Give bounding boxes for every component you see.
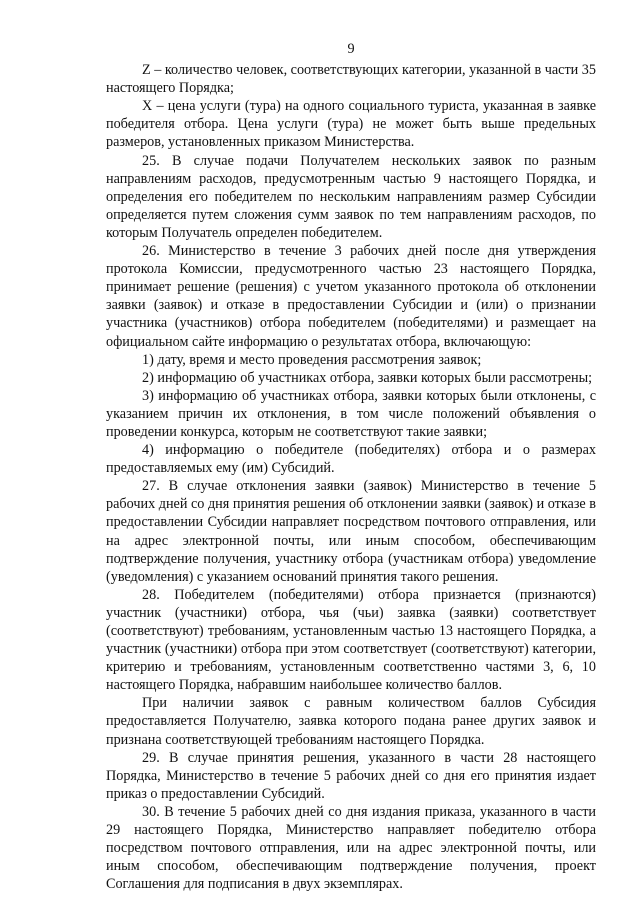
paragraph-28: 28. Победителем (победителями) отбора признается (признаются) участник (участники) отбора, чья (чьи) заявка (заявки) соответствует (соответствуют) требованиям, установленным частью 13 настоящего Порядка, а участник (участники) отбора при этом соответствует (соответствуют) категории, критерию и требованиям, установленным соответственно частями 3, 6, 10 настоящего Порядка, набравшим наибольшее количество баллов.: [106, 586, 596, 694]
paragraph-26-item-3: 3) информацию об участниках отбора, заявки которых были отклонены, с указанием причин их отклонения, в том числе положений объявления о проведении конкурса, которым не соответствуют такие заявки;: [106, 387, 596, 440]
paragraph-26-item-4: 4) информацию о победителе (победителях) отбора и о размерах предоставляемых ему (им) Субсидий.: [106, 442, 596, 477]
paragraph-x-definition: X – цена услуги (тура) на одного социального туриста, указанная в заявке победителя отбора. Цена услуги (тура) не может быть выше предельных размеров, установленных приказом Министерства.: [106, 98, 596, 151]
paragraph-28-equal-scores: При наличии заявок с равным количеством баллов Субсидия предоставляется Получателю, заявка которого подана ранее других заявок и признана соответствующей требованиям настоящего Порядка.: [106, 695, 596, 748]
paragraph-30: 30. В течение 5 рабочих дней со дня издания приказа, указанного в части 29 настоящего Порядка, Министерство направляет победителю отбора посредством почтового отправления, или на адрес электронной почты, или иным способом, обеспечивающим подтверждение получения, проект Соглашения для подписания в двух экземплярах.: [106, 803, 596, 893]
paragraph-27: 27. В случае отклонения заявки (заявок) Министерство в течение 5 рабочих дней со дня принятия решения об отклонении заявки (заявок) и отказе в предоставлении Субсидии направляет посредством почтового отправления, или на адрес электронной почты, или иным способом, обеспечивающим подтверждение получения, участнику отбора (участникам отбора) уведомление (уведомления) с указанием оснований принятия такого решения.: [106, 478, 596, 585]
page-number: 9: [347, 41, 355, 57]
paragraph-29: 29. В случае принятия решения, указанного в части 28 настоящего Порядка, Министерство в течение 5 рабочих дней со дня его принятия издает приказ о предоставлении Субсидий.: [106, 749, 596, 802]
paragraph-26-item-2: 2) информацию об участниках отбора, заявки которых были рассмотрены;: [142, 369, 593, 386]
paragraph-z-definition: Z – количество человек, соответствующих категории, указанной в части 35 настоящего Порядка;: [106, 62, 596, 97]
paragraph-26-item-1: 1) дату, время и место проведения рассмотрения заявок;: [142, 351, 482, 368]
paragraph-26: 26. Министерство в течение 3 рабочих дней после дня утверждения протокола Комиссии, предусмотренного частью 23 настоящего Порядка, принимает решение (решения) с учетом указанного протокола об отклонении заявки (заявок) и отказе в предоставлении Субсидии и (или) о признании участника (участников) отбора победителем (победителями) и размещает на официальном сайте информацию о результатах отбора, включающую:: [106, 243, 596, 350]
paragraph-25: 25. В случае подачи Получателем нескольких заявок по разным направлениям расходов, предусмотренным частью 9 настоящего Порядка, и определения его победителем по нескольким направлениям размер Субсидии определяется путем сложения сумм заявок по тем направлениям расходов, по которым Получатель определен победителем.: [106, 152, 596, 241]
